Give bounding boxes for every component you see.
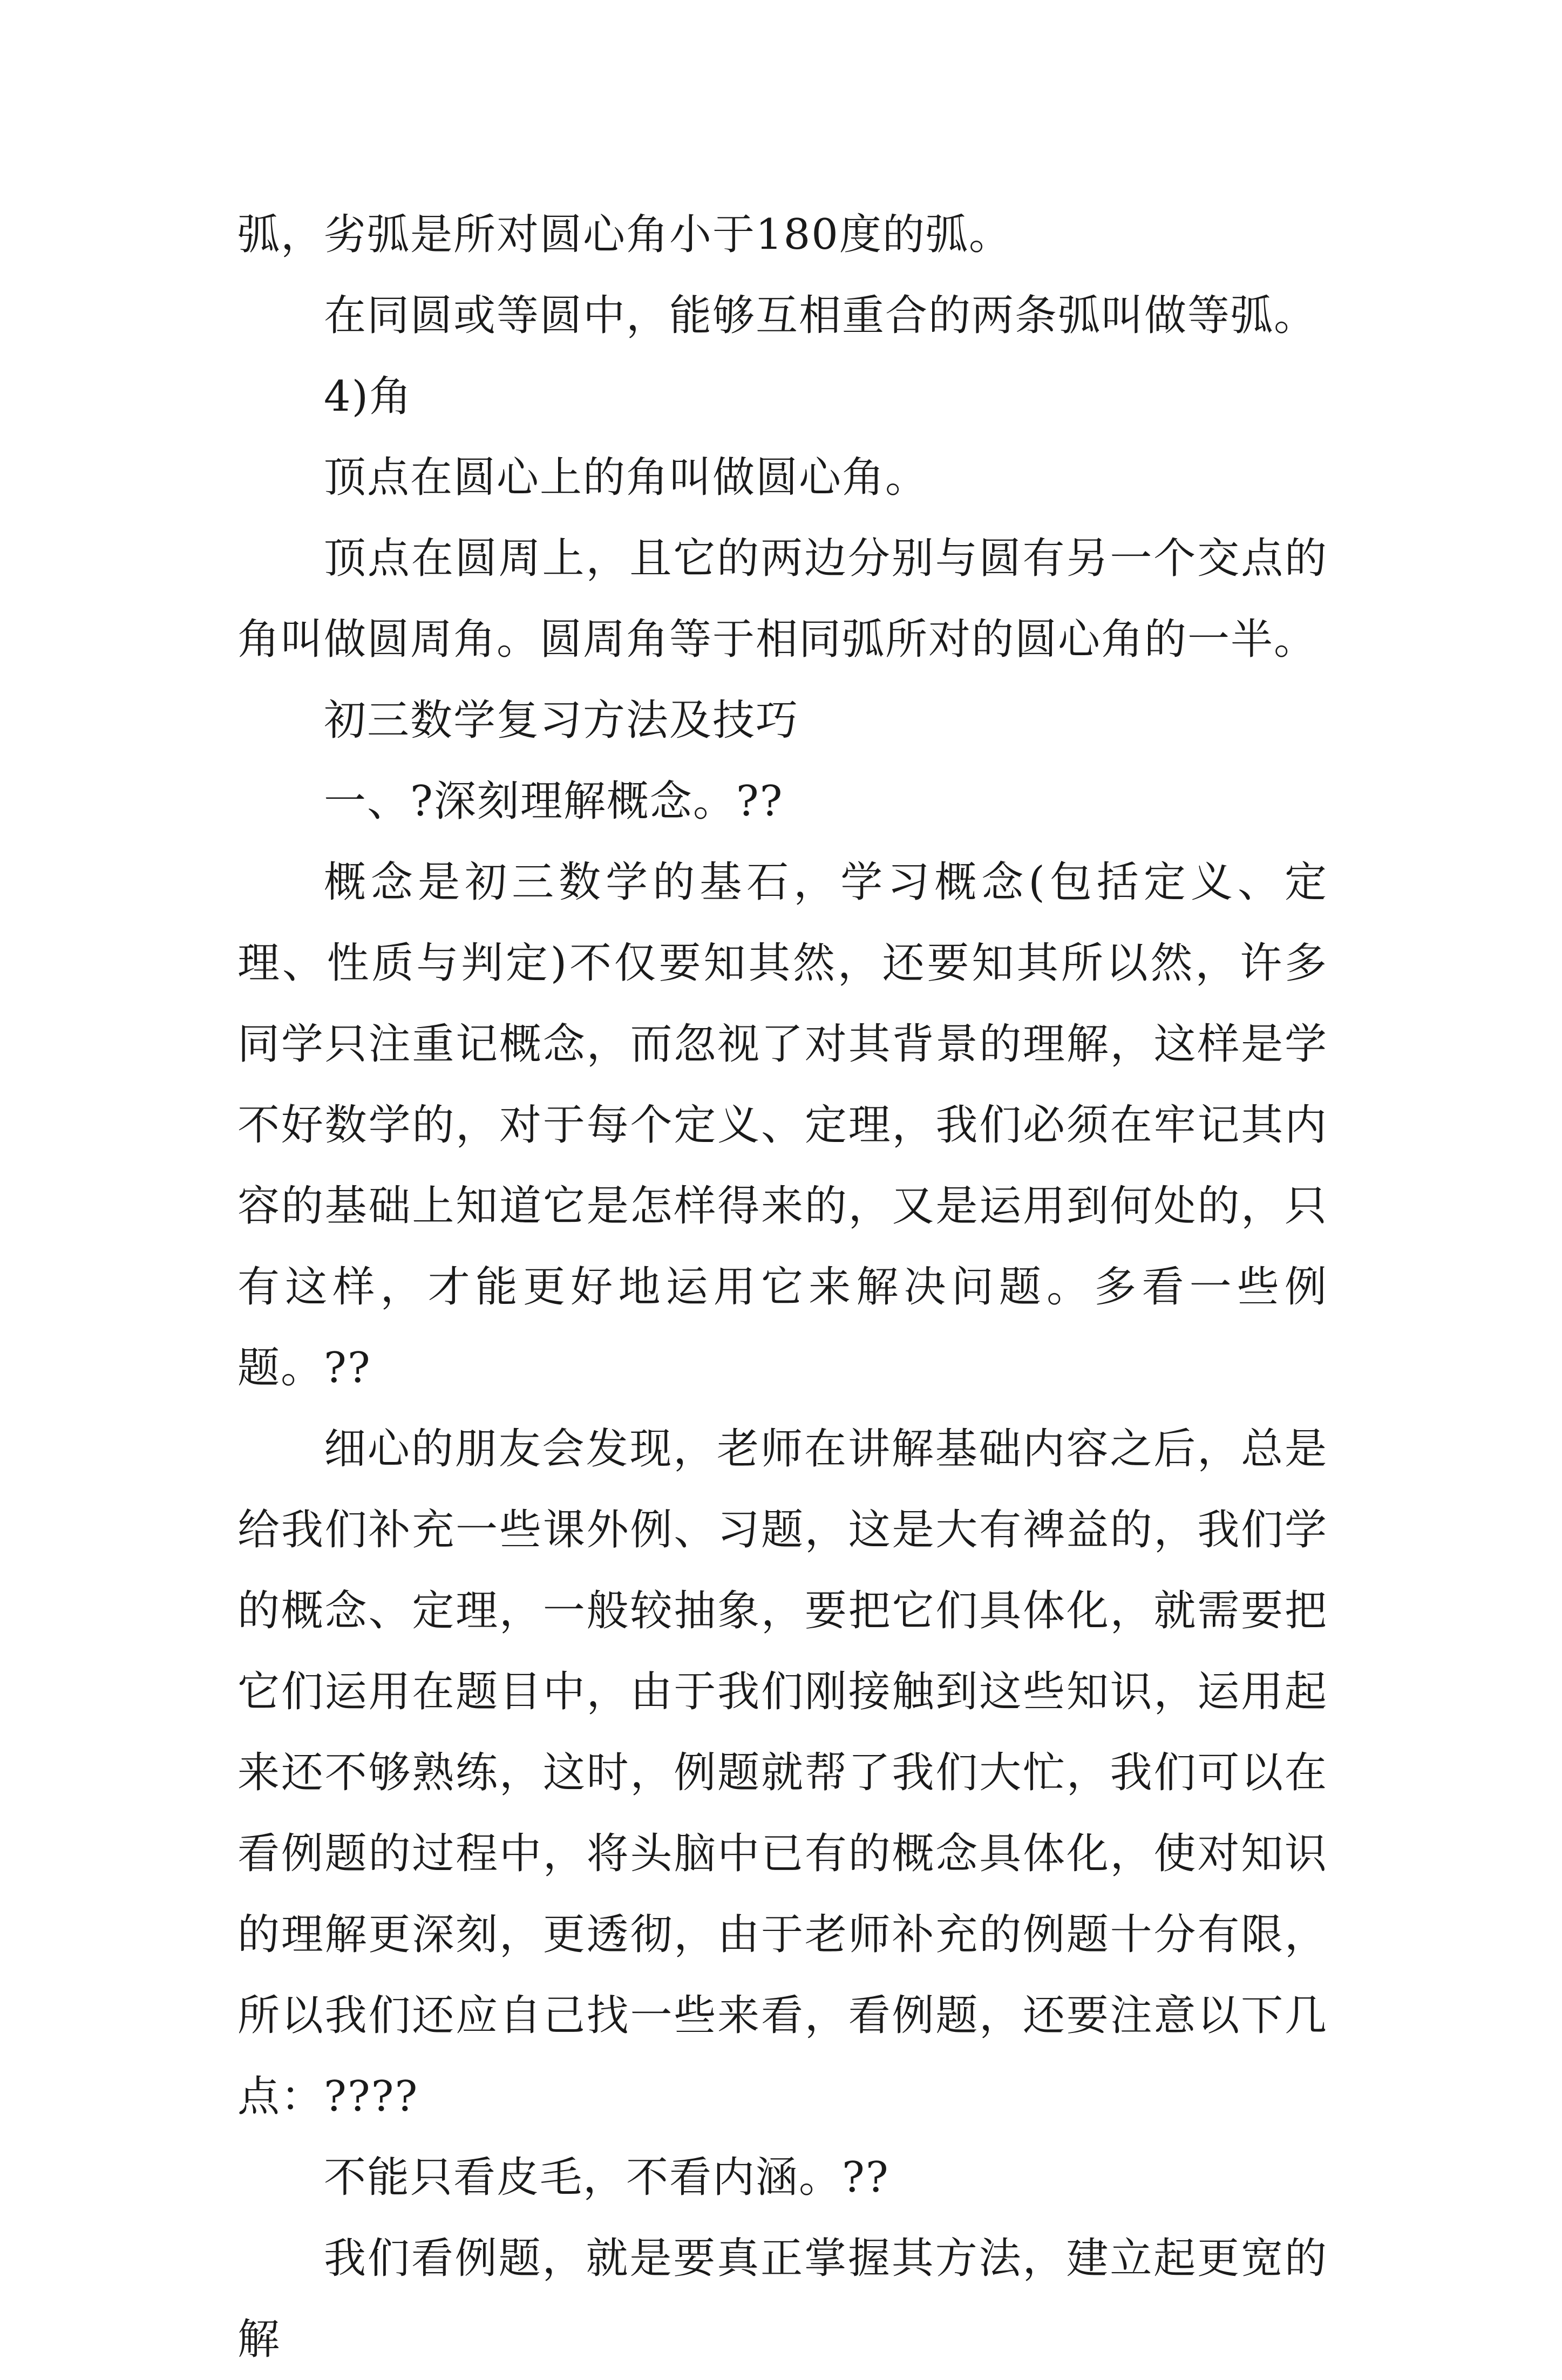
paragraph-9: 细心的朋友会发现，老师在讲解基础内容之后，总是给我们补充一些课外例、习题，这是大有裨益的，我们学的概念、定理，一般较抽象，要把它们具体化，就需要把它们运用在题目中，由于我们刚接触到这些知识，运用起来还不够熟练，这时，例题就帮了我们大忙，我们可以在看例题的过程中，将头脑中已有的概念具体化，使对知识的理解更深刻，更透彻，由于老师补充的例题十分有限，所以我们还应自己找一些来看，看例题，还要注意以下几点：???? (237, 1425, 1328, 2121)
paragraph-1: 弧，劣弧是所对圆心角小于180度的弧。 (237, 210, 1012, 259)
paragraph-2: 在同圆或等圆中，能够互相重合的两条弧叫做等弧。 (324, 291, 1317, 340)
paragraph-3-heading: 4)角 (324, 372, 413, 421)
subsection-heading: 一、?深刻理解概念。?? (324, 777, 784, 826)
document-body (237, 194, 1328, 2380)
paragraph-11: 我们看例题，就是要真正掌握其方法，建立起更宽的解 (237, 2234, 1328, 2364)
paragraph-4: 顶点在圆心上的角叫做圆心角。 (324, 453, 929, 502)
paragraph-10: 不能只看皮毛，不看内涵。?? (324, 2153, 889, 2202)
section-title: 初三数学复习方法及技巧 (324, 696, 799, 745)
paragraph-8: 概念是初三数学的基石，学习概念(包括定义、定理、性质与判定)不仅要知其然，还要知其所以然，许多同学只注重记概念，而忽视了对其背景的理解，这样是学不好数学的，对于每个定义、定理，我们必须在牢记其内容的基础上知道它是怎样得来的，又是运用到何处的，只有这样，才能更好地运用它来解决问题。多看一些例题。?? (237, 858, 1328, 1392)
paragraph-5: 顶点在圆周上，且它的两边分别与圆有另一个交点的角叫做圆周角。圆周角等于相同弧所对的圆心角的一半。 (237, 534, 1328, 664)
